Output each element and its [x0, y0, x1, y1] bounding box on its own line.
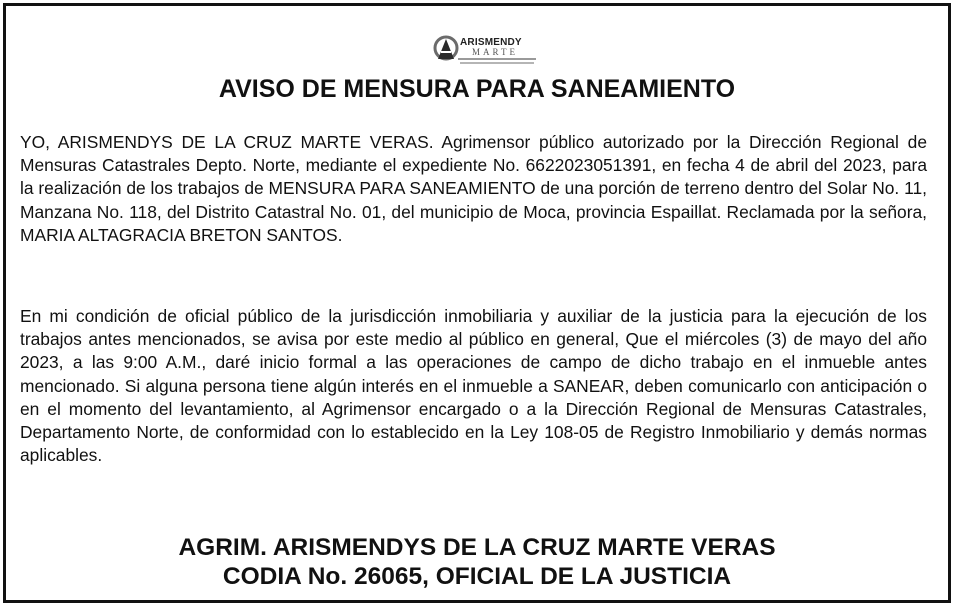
- signature-credentials: CODIA No. 26065, OFICIAL DE LA JUSTICIA: [222, 563, 732, 590]
- logo-name-line2: MARTE: [472, 47, 518, 57]
- logo-contact-rule: [460, 62, 534, 64]
- logo-name-line1: ARISMENDY: [460, 37, 522, 48]
- notice-paragraph-2: En mi condición de oficial público de la jurisdicción inmobiliaria y auxiliar de la justicia para la ejecución de los trabajos antes mencionados, se avisa por este medio al público en general, Que el miércoles (3) de mayo del año 2023, a las 9:00 A.M., daré inicio formal a las operaciones de campo de dicho trabajo en el inmueble antes mencionado. Si alguna persona tiene algún interés en el inmueble a SANEAR, deben comunicarlo con anticipación o en el momento del levantamiento, al Agrimensor encargado o a la Dirección Regional de Mensuras Catastrales, Departamento Norte, de conformidad con lo establecido en la Ley 108-05 de Registro Inmobiliario y demás normas aplicables.: [20, 306, 927, 466]
- signature-name: AGRIM. ARISMENDYS DE LA CRUZ MARTE VERAS: [178, 534, 776, 561]
- notice-title: AVISO DE MENSURA PARA SANEAMIENTO: [218, 75, 736, 103]
- company-logo: [432, 34, 536, 64]
- logo-tagline-rule: [458, 58, 536, 60]
- notice-paragraph-1: YO, ARISMENDYS DE LA CRUZ MARTE VERAS. Agrimensor público autorizado por la Dirección Regional de Mensuras Catastrales Depto. Norte, mediante el expediente No. 6622023051391, en fecha 4 de abril del 2023, para la realización de los trabajos de MENSURA PARA SANEAMIENTO de una porción de terreno dentro del Solar No. 11, Manzana No. 118, del Distrito Catastral No. 01, del municipio de Moca, provincia Espaillat. Reclamada por la señora, MARIA ALTAGRACIA BRETON SANTOS.: [20, 132, 927, 245]
